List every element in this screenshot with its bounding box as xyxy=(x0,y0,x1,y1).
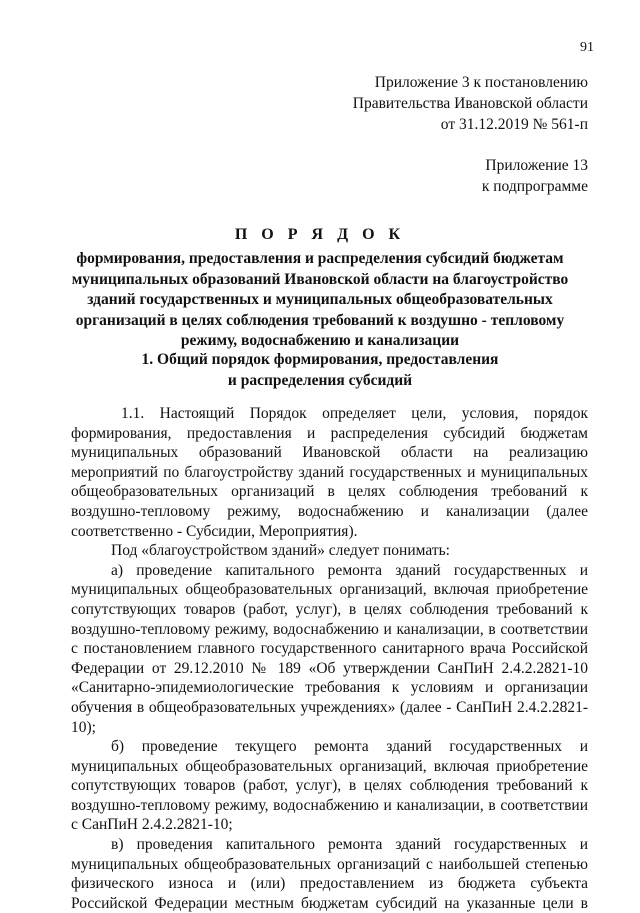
body-line: Под «благоустройством зданий» следует понимать: xyxy=(111,542,450,560)
body-text xyxy=(71,404,588,913)
body-line: муниципальных образований Ивановской области на реализацию xyxy=(71,444,588,462)
body-line: воздушно-тепловому режиму, водоснабжению и канализации (далее xyxy=(71,502,588,520)
body-line: «Санитарно-эпидемиологические требования к условиям и организации xyxy=(71,679,588,697)
appendix-3-block xyxy=(353,72,588,135)
subtitle-line: зданий государственных и муниципальных общеобразовательных xyxy=(87,291,553,308)
subtitle-line: муниципальных образований Ивановской области на благоустройство xyxy=(71,270,569,288)
body-line: обучения в общеобразовательных учреждениях» (далее - СанПиН 2.4.2.2821- xyxy=(71,698,588,716)
body-line: общеобразовательных организаций в целях соблюдения требований к xyxy=(71,483,588,501)
document-title: П О Р Я Д О К xyxy=(234,226,406,243)
body-line: б) проведение текущего ремонта зданий государственных и xyxy=(111,738,588,756)
body-line: с постановлением главного государственного санитарного врача Российской xyxy=(71,640,588,658)
section-heading xyxy=(70,350,570,391)
body-line: воздушно-тепловому режиму, водоснабжению и канализации, в соответствии xyxy=(71,796,588,814)
body-line: с СанПиН 2.4.2.2821-10; xyxy=(71,816,233,834)
appendix-13-line: к подпрограмме xyxy=(481,178,588,195)
body-line: 1.1. Настоящий Порядок определяет цели, условия, порядок xyxy=(121,405,588,422)
body-line: физического износа и (или) предоставлением из бюджета субъекта xyxy=(71,875,588,893)
appendix-3-line: от 31.12.2019 № 561-п xyxy=(440,116,588,133)
body-line: муниципальных общеобразовательных организаций с наибольшей степенью xyxy=(71,855,588,873)
body-line: формирования, предоставления и распределения субсидий бюджетам xyxy=(71,424,588,442)
appendix-13-line: Приложение 13 xyxy=(485,157,588,174)
subtitle-line: формирования, предоставления и распределения субсидий бюджетам xyxy=(76,250,564,267)
body-line: сопутствующих товаров (работ, услуг), в целях соблюдения требований к xyxy=(71,777,588,795)
body-line: 10); xyxy=(71,718,96,736)
subtitle-line: организаций в целях соблюдения требований к воздушно - тепловому xyxy=(75,311,565,329)
appendix-3-line: Приложение 3 к постановлению xyxy=(374,74,588,91)
body-line: мероприятий по благоустройству зданий государственных и муниципальных xyxy=(71,463,588,481)
body-line: а) проведение капитального ремонта зданий государственных и xyxy=(111,561,588,579)
section-heading-line: и распределения субсидий xyxy=(227,371,413,389)
subtitle-line: режиму, водоснабжению и канализации xyxy=(180,332,460,349)
page-number: 91 xyxy=(580,40,594,55)
body-line: муниципальных общеобразовательных организаций, включая приобретение xyxy=(71,581,588,599)
body-line: в) проведения капитального ремонта зданий государственных и xyxy=(111,836,588,854)
body-line: муниципальных общеобразовательных организаций, включая приобретение xyxy=(71,757,588,775)
body-line: соответственно - Субсидии, Мероприятия). xyxy=(71,522,358,540)
appendix-3-line: Правительства Ивановской области xyxy=(352,95,588,112)
body-line: Федерации от 29.12.2010 № 189 «Об утверждении СанПиН 2.4.2.2821-10 xyxy=(71,659,588,677)
body-line: Российской Федерации местным бюджетам субсидий на указанные цели в xyxy=(71,894,588,912)
body-line: воздушно-тепловому режиму, водоснабжению и канализации, в соответствии xyxy=(71,620,588,638)
section-heading-line: 1. Общий порядок формирования, предоставления xyxy=(141,351,499,368)
appendix-13-block xyxy=(482,155,588,197)
document-subtitle xyxy=(70,249,570,352)
body-line: сопутствующих товаров (работ, услуг), в целях соблюдения требований к xyxy=(71,600,588,618)
